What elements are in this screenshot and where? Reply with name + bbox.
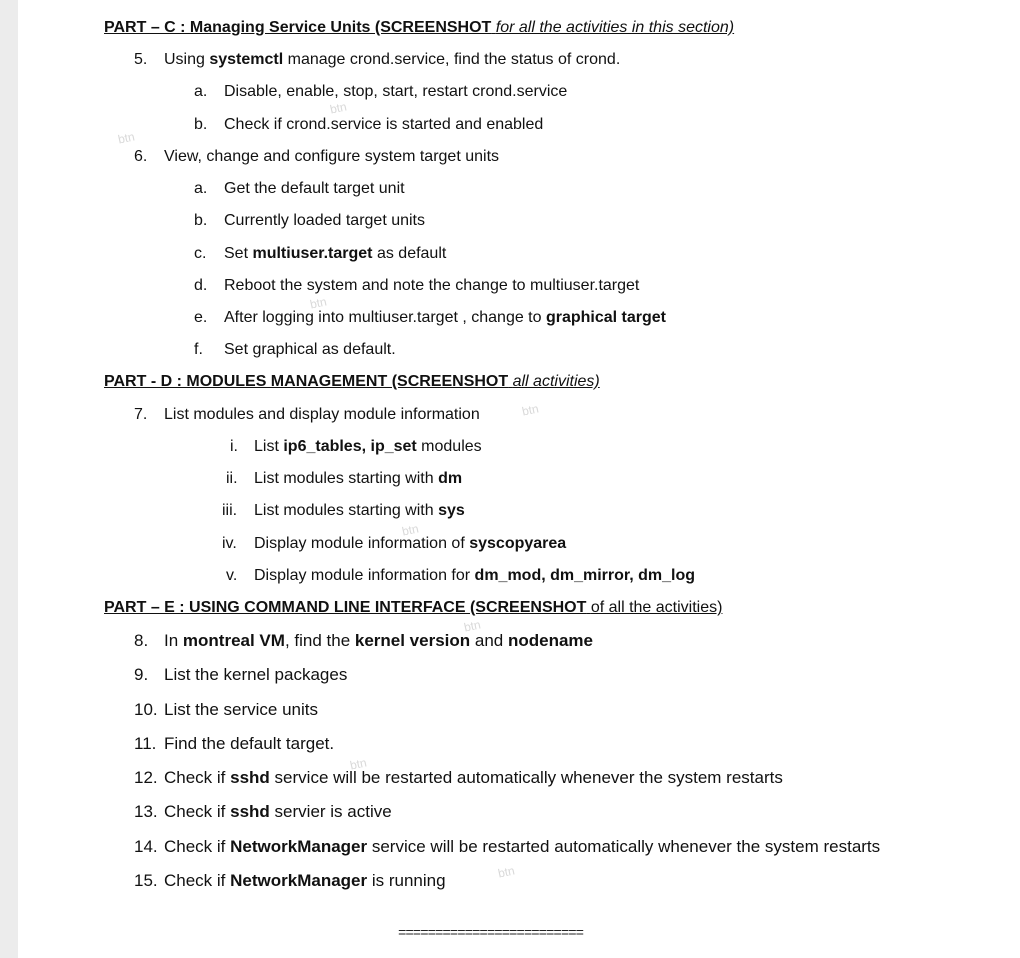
part-d-heading-note: all activities)	[512, 373, 600, 390]
sub-marker: a.	[194, 180, 208, 197]
item-number: 8.	[134, 631, 149, 650]
item-text: Check if sshd servier is active	[164, 802, 392, 821]
item-text: List the kernel packages	[164, 665, 348, 684]
item-number: 13.	[134, 802, 158, 821]
watermark: btn	[328, 99, 348, 117]
sub-text: List modules starting with dm	[254, 470, 463, 487]
item-number: 6.	[134, 148, 148, 165]
item-number: 7.	[134, 406, 148, 423]
item-number: 11.	[134, 734, 157, 753]
sub-marker: c.	[194, 245, 207, 262]
item-number: 10.	[134, 700, 158, 719]
page-margin-strip	[0, 0, 18, 958]
watermark: btn	[496, 863, 516, 881]
sub-text: Display module information for dm_mod, dm_mirror, dm_log	[254, 567, 696, 584]
item-text: List the service units	[164, 700, 319, 719]
sub-marker: i.	[230, 438, 238, 455]
part-c-heading-label: PART – C : Managing Service Units (SCREENSHOT	[104, 19, 492, 36]
item-text: Check if NetworkManager service will be restarted automatically whenever the system restarts	[164, 837, 881, 856]
sub-marker: e.	[194, 309, 208, 326]
sub-text: Disable, enable, stop, start, restart crond.service	[224, 83, 568, 100]
item-number: 15.	[134, 871, 158, 890]
sub-text: Get the default target unit	[224, 180, 405, 197]
sub-text: Display module information of syscopyarea	[254, 535, 567, 552]
sub-marker: ii.	[226, 470, 238, 487]
sub-marker: b.	[194, 212, 208, 229]
item-number: 5.	[134, 51, 148, 68]
item-text: List modules and display module information	[164, 406, 480, 423]
part-c-heading-note: for all the activities in this section)	[495, 19, 735, 36]
item-text: Check if sshd service will be restarted automatically whenever the system restarts	[164, 768, 783, 787]
watermark: btn	[520, 401, 540, 419]
watermark: btn	[462, 617, 482, 635]
item-text: Find the default target.	[164, 734, 335, 753]
sub-text: Set multiuser.target as default	[224, 245, 447, 262]
part-e-heading-label: PART – E : USING COMMAND LINE INTERFACE (SCREENSHOT	[104, 599, 587, 616]
sub-marker: iv.	[222, 535, 237, 552]
item-number: 14.	[134, 837, 158, 856]
sub-marker: f.	[194, 341, 203, 358]
watermark: btn	[348, 755, 368, 773]
sub-text: Check if crond.service is started and enabled	[224, 116, 544, 133]
part-d-heading-label: PART - D : MODULES MANAGEMENT (SCREENSHOT	[104, 373, 509, 390]
sub-text: Reboot the system and note the change to multiuser.target	[224, 277, 640, 294]
sub-marker: b.	[194, 116, 208, 133]
item-text: Using systemctl manage crond.service, find the status of crond.	[164, 51, 621, 68]
watermark: btn	[400, 521, 420, 539]
sub-marker: iii.	[222, 502, 238, 519]
sub-text: List modules starting with sys	[254, 502, 465, 519]
item-text: In montreal VM, find the kernel version and nodename	[164, 631, 593, 650]
separator-line: =========================	[398, 926, 584, 942]
item-number: 12.	[134, 768, 158, 787]
document-page	[18, 0, 1020, 958]
part-e-heading	[104, 597, 722, 619]
part-c-heading	[104, 17, 734, 39]
sub-marker: v.	[226, 567, 238, 584]
sub-marker: a.	[194, 83, 208, 100]
item-number: 9.	[134, 665, 149, 684]
watermark: btn	[308, 294, 328, 312]
part-e-heading-note: of all the activities)	[590, 599, 723, 616]
sub-marker: d.	[194, 277, 208, 294]
watermark: btn	[116, 129, 136, 147]
sub-text: Set graphical as default.	[224, 341, 396, 358]
item-text: Check if NetworkManager is running	[164, 871, 446, 890]
item-text: View, change and configure system target units	[164, 148, 500, 165]
sub-text: Currently loaded target units	[224, 212, 425, 229]
sub-text: List ip6_tables, ip_set modules	[254, 438, 482, 455]
sub-text: After logging into multiuser.target , change to graphical target	[224, 309, 666, 326]
part-d-heading	[104, 371, 600, 393]
